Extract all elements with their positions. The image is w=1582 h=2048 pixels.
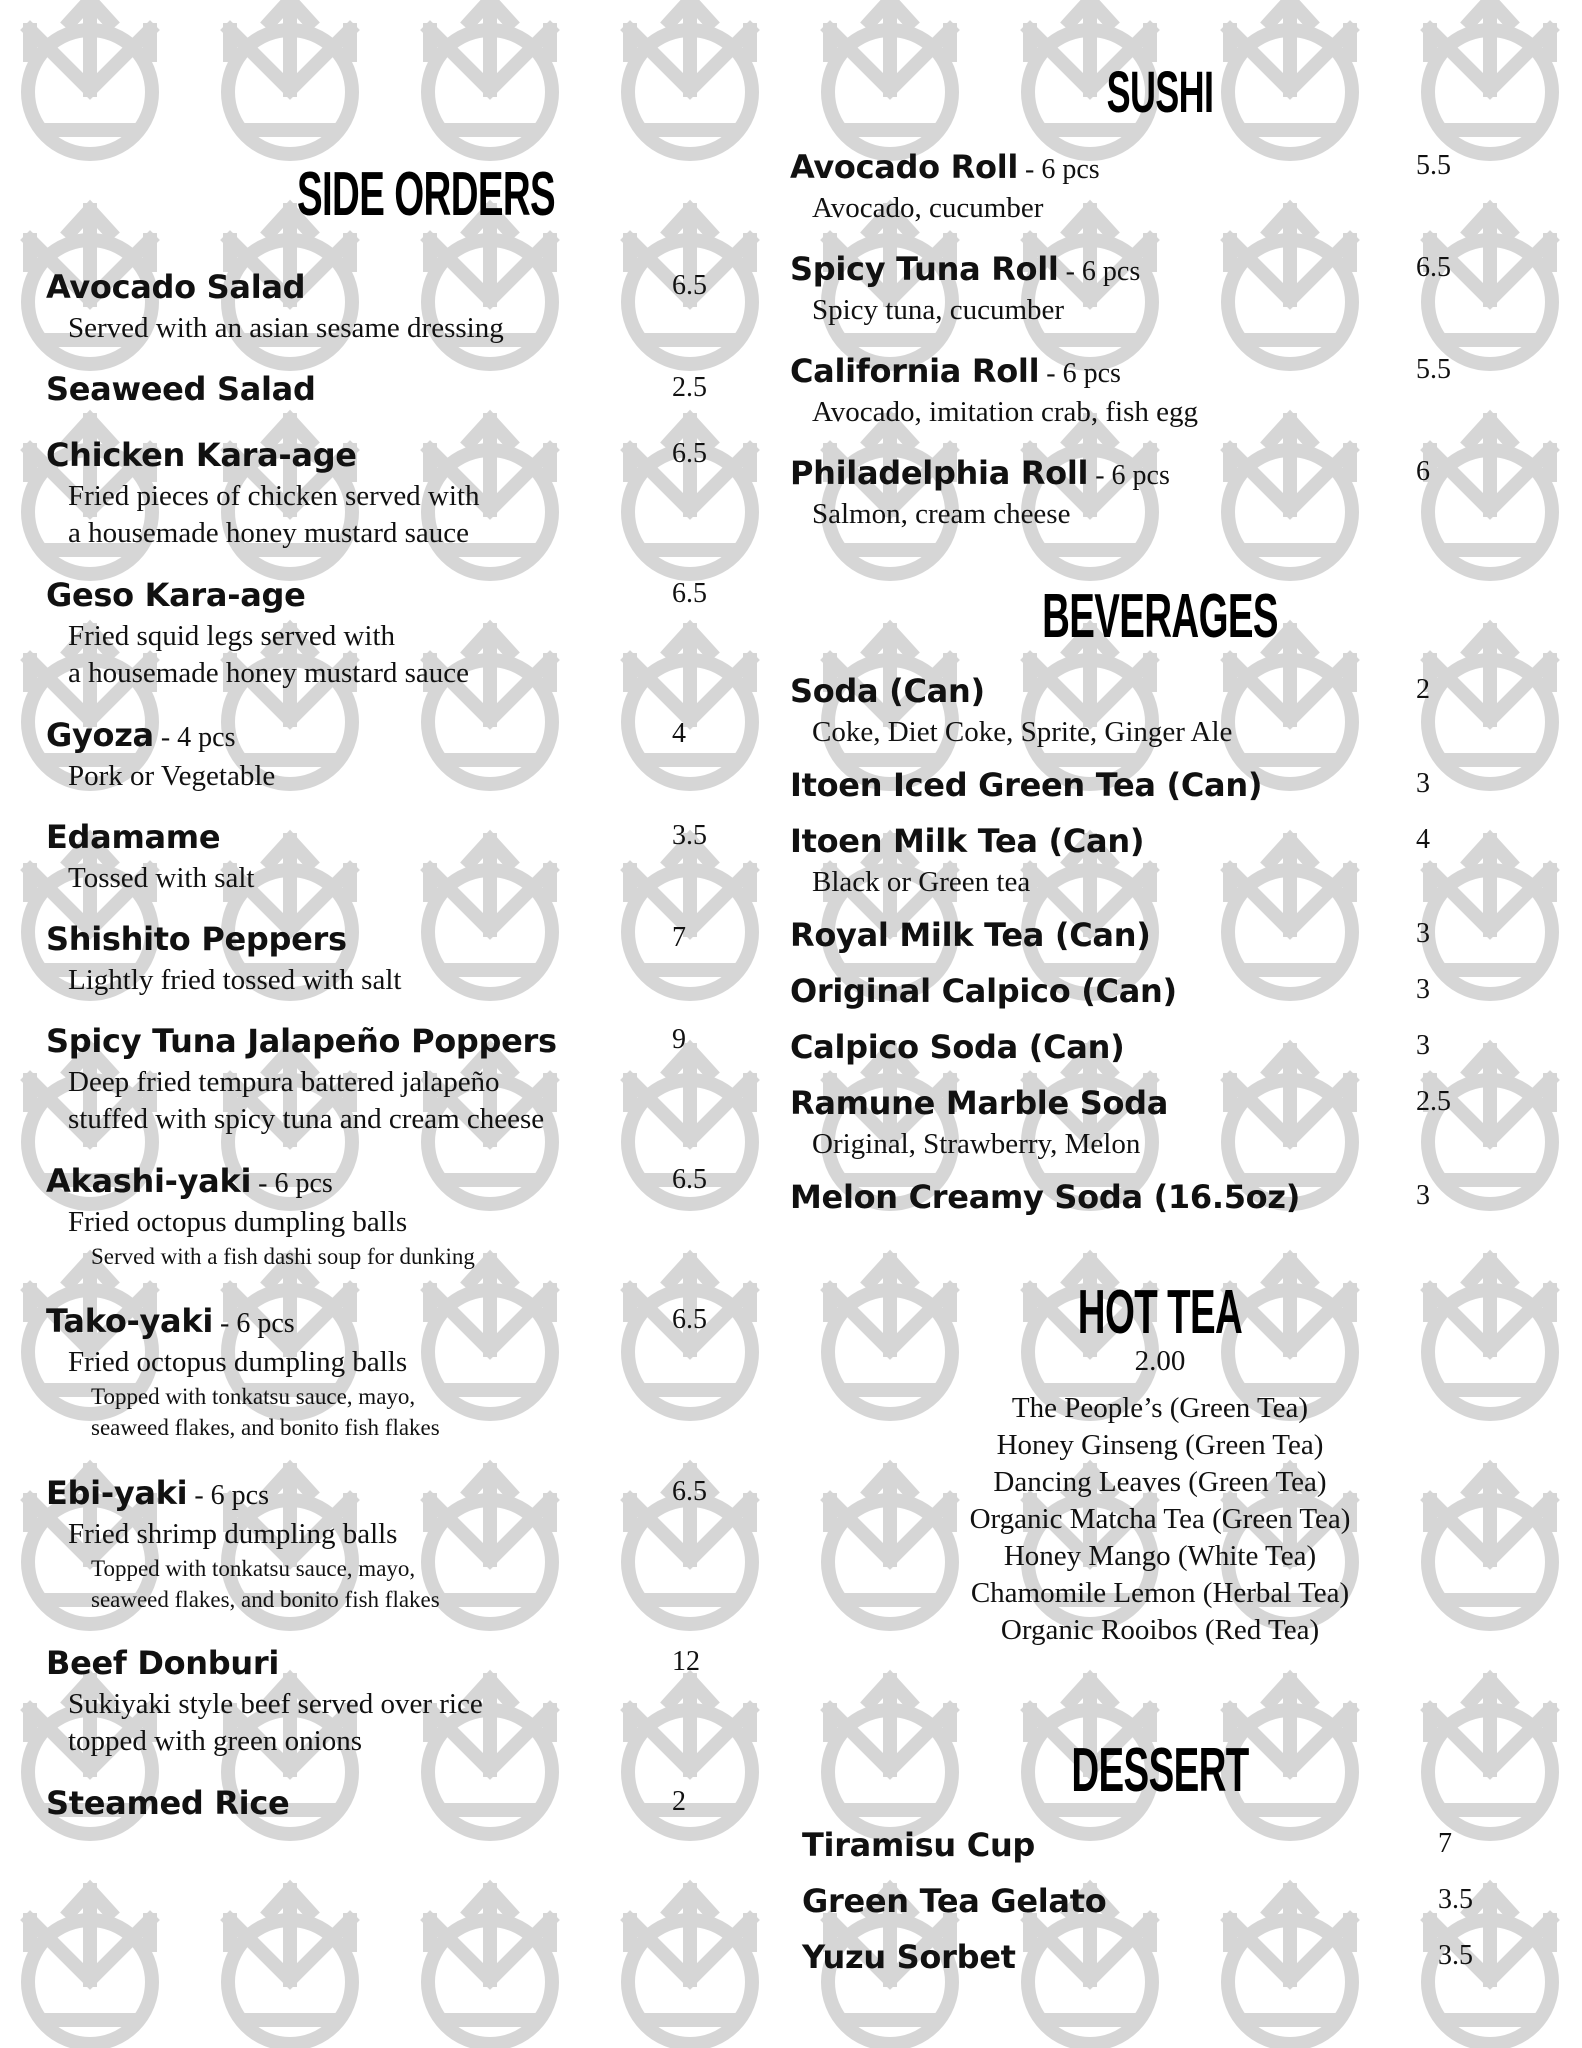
menu-item-header xyxy=(790,1178,1470,1220)
menu-item-name: Spicy Tuna Roll xyxy=(790,250,1059,288)
menu-item-description: Fried shrimp dumpling balls xyxy=(68,1518,398,1550)
side-orders-item-steamed-rice xyxy=(46,1784,726,1826)
menu-item-name: Shishito Peppers xyxy=(46,920,347,958)
menu-item-header xyxy=(46,1022,726,1064)
menu-item-header xyxy=(46,1644,726,1686)
menu-item-note: seaweed flakes, and bonito fish flakes xyxy=(91,1415,440,1440)
menu-item-name: Yuzu Sorbet xyxy=(802,1938,1016,1976)
menu-item-price: 9 xyxy=(672,1024,686,1055)
dessert-item-yuzu-sorbet xyxy=(802,1938,1482,1980)
beverages-item-ramune-marble-soda xyxy=(790,1084,1470,1163)
menu-item-description: Deep fried tempura battered jalapeño xyxy=(68,1066,500,1098)
menu-item-price: 5.5 xyxy=(1416,354,1451,385)
menu-item-price: 3 xyxy=(1416,974,1430,1005)
menu-item-description: Lightly fried tossed with salt xyxy=(68,964,402,996)
menu-item-price: 2 xyxy=(1416,674,1430,705)
menu-item-quantity: - 6 pcs xyxy=(1058,256,1141,287)
menu-item-price: 4 xyxy=(1416,824,1430,855)
menu-item-price: 2.5 xyxy=(1416,1086,1451,1117)
menu-item-header xyxy=(802,1826,1482,1868)
menu-item-header xyxy=(790,972,1470,1014)
side-orders-item-tako-yaki xyxy=(46,1302,726,1443)
menu-item-quantity: - 6 pcs xyxy=(1039,358,1121,389)
menu-item-note: Served with a fish dashi soup for dunking xyxy=(91,1244,475,1269)
hot-tea-item: Honey Ginseng (Green Tea) xyxy=(996,1429,1324,1461)
side-orders-item-ebi-yaki xyxy=(46,1474,726,1615)
menu-item-header xyxy=(46,920,726,962)
beverages-item-itoen-iced-green-tea-can xyxy=(790,766,1470,808)
side-orders-item-shishito-peppers xyxy=(46,920,726,999)
menu-item-name: Tako-yaki xyxy=(46,1302,213,1340)
menu-item-description: Salmon, cream cheese xyxy=(812,498,1071,530)
side-orders-item-spicy-tuna-jalape-o-poppers xyxy=(46,1022,726,1138)
menu-item-price: 6 xyxy=(1416,456,1430,487)
menu-item-quantity: - 6 pcs xyxy=(1018,154,1100,185)
menu-item-price: 7 xyxy=(1438,1828,1452,1859)
menu-item-name: Green Tea Gelato xyxy=(802,1882,1107,1920)
menu-item-price: 2.5 xyxy=(672,372,707,403)
menu-item-header xyxy=(46,268,726,310)
menu-item-price: 3 xyxy=(1416,918,1430,949)
menu-item-name: Beef Donburi xyxy=(46,1644,280,1682)
menu-item-name: Spicy Tuna Jalapeño Poppers xyxy=(46,1022,557,1060)
menu-item-header xyxy=(46,1784,726,1826)
menu-item-description: Avocado, cucumber xyxy=(812,192,1044,224)
side-orders-item-geso-kara-age xyxy=(46,576,726,692)
menu-item-price: 3.5 xyxy=(672,820,707,851)
menu-item-price: 5.5 xyxy=(1416,150,1451,181)
menu-item-description: Spicy tuna, cucumber xyxy=(812,294,1065,326)
sushi-item-avocado-roll xyxy=(790,148,1470,227)
menu-item-header xyxy=(790,148,1470,190)
menu-item-description: Served with an asian sesame dressing xyxy=(68,312,504,344)
menu-item-price: 6.5 xyxy=(672,1304,707,1335)
menu-item-price: 3 xyxy=(1416,768,1430,799)
menu-item-quantity: - 6 pcs xyxy=(1088,460,1170,491)
menu-item-description: Fried pieces of chicken served with xyxy=(68,480,480,512)
side-orders-item-seaweed-salad xyxy=(46,370,726,412)
menu-item-description: Original, Strawberry, Melon xyxy=(812,1128,1141,1160)
sushi-item-spicy-tuna-roll xyxy=(790,250,1470,329)
side-orders-item-gyoza xyxy=(46,716,726,795)
beverages-item-itoen-milk-tea-can xyxy=(790,822,1470,901)
menu-item-quantity: - 6 pcs xyxy=(187,1480,269,1511)
dessert-item-green-tea-gelato xyxy=(802,1882,1482,1924)
menu-item-description: Pork or Vegetable xyxy=(68,760,276,792)
side-orders-item-chicken-kara-age xyxy=(46,436,726,552)
menu-item-header xyxy=(790,1084,1470,1126)
menu-item-price: 4 xyxy=(672,718,686,749)
hot-tea-price: 2.00 xyxy=(1134,1345,1186,1377)
menu-item-price: 6.5 xyxy=(672,1476,707,1507)
menu-item-header xyxy=(790,766,1470,808)
menu-item-quantity: - 6 pcs xyxy=(213,1308,295,1339)
menu-item-name: California Roll xyxy=(790,352,1040,390)
menu-item-price: 7 xyxy=(672,922,686,953)
menu-item-note: Topped with tonkatsu sauce, mayo, xyxy=(91,1556,416,1581)
hot-tea-item: Organic Rooibos (Red Tea) xyxy=(1000,1614,1320,1646)
menu-item-header xyxy=(790,352,1470,394)
dessert-item-tiramisu-cup xyxy=(802,1826,1482,1868)
menu-item-header xyxy=(790,916,1470,958)
menu-item-header xyxy=(46,1474,726,1516)
menu-item-name: Chicken Kara-age xyxy=(46,436,357,474)
menu-item-note: Topped with tonkatsu sauce, mayo, xyxy=(91,1384,416,1409)
menu-item-header xyxy=(790,1028,1470,1070)
menu-item-name: Avocado Salad xyxy=(46,268,306,306)
menu-item-header xyxy=(790,454,1470,496)
menu-item-description: topped with green onions xyxy=(68,1725,362,1757)
side-orders-item-beef-donburi xyxy=(46,1644,726,1760)
menu-item-name: Geso Kara-age xyxy=(46,576,306,614)
menu-item-name: Akashi-yaki xyxy=(46,1162,252,1200)
menu-item-header xyxy=(46,370,726,412)
sushi-item-philadelphia-roll xyxy=(790,454,1470,533)
beverages-item-original-calpico-can xyxy=(790,972,1470,1014)
menu-item-header xyxy=(46,1302,726,1344)
menu-item-price: 2 xyxy=(672,1786,686,1817)
sushi-item-california-roll xyxy=(790,352,1470,431)
menu-item-quantity: - 6 pcs xyxy=(251,1168,333,1199)
menu-item-description: Tossed with salt xyxy=(68,862,255,894)
menu-item-name: Edamame xyxy=(46,818,221,856)
menu-item-price: 6.5 xyxy=(672,270,707,301)
side-orders-item-akashi-yaki xyxy=(46,1162,726,1272)
side-orders-item-avocado-salad xyxy=(46,268,726,347)
menu-item-header xyxy=(46,576,726,618)
menu-item-price: 6.5 xyxy=(1416,252,1451,283)
beverages-item-royal-milk-tea-can xyxy=(790,916,1470,958)
menu-item-description: a housemade honey mustard sauce xyxy=(68,517,470,549)
side-orders-item-edamame xyxy=(46,818,726,897)
menu-item-name: Royal Milk Tea (Can) xyxy=(790,916,1151,954)
menu-item-description: Avocado, imitation crab, fish egg xyxy=(812,396,1199,428)
dessert-title: DESSERT xyxy=(1071,1736,1249,1805)
hot-tea-item: Chamomile Lemon (Herbal Tea) xyxy=(970,1577,1350,1609)
menu-item-name: Original Calpico (Can) xyxy=(790,972,1177,1010)
menu-item-name: Seaweed Salad xyxy=(46,370,316,408)
menu-item-description: stuffed with spicy tuna and cream cheese xyxy=(68,1103,545,1135)
menu-item-name: Philadelphia Roll xyxy=(790,454,1089,492)
hot-tea-item: Dancing Leaves (Green Tea) xyxy=(993,1466,1327,1498)
menu-item-description: Coke, Diet Coke, Sprite, Ginger Ale xyxy=(812,716,1233,748)
menu-item-name: Itoen Milk Tea (Can) xyxy=(790,822,1145,860)
menu-item-price: 3 xyxy=(1416,1180,1430,1211)
menu-item-name: Avocado Roll xyxy=(790,148,1019,186)
menu-item-price: 3.5 xyxy=(1438,1884,1473,1915)
side-orders-title: SIDE ORDERS xyxy=(296,160,556,229)
hot-tea-item: Honey Mango (White Tea) xyxy=(1003,1540,1317,1572)
menu-item-header xyxy=(46,818,726,860)
beverages-item-soda-can xyxy=(790,672,1470,751)
menu-item-name: Calpico Soda (Can) xyxy=(790,1028,1125,1066)
beverages-item-melon-creamy-soda-16-5oz xyxy=(790,1178,1470,1220)
sushi-title: SUSHI xyxy=(1106,60,1214,125)
menu-item-header xyxy=(802,1882,1482,1924)
menu-item-description: Black or Green tea xyxy=(812,866,1031,898)
beverages-title: BEVERAGES xyxy=(1042,582,1278,651)
menu-item-name: Ramune Marble Soda xyxy=(790,1084,1169,1122)
hot-tea-item: Organic Matcha Tea (Green Tea) xyxy=(969,1503,1351,1535)
menu-item-name: Steamed Rice xyxy=(46,1784,290,1822)
menu-item-price: 6.5 xyxy=(672,1164,707,1195)
menu-item-description: a housemade honey mustard sauce xyxy=(68,657,470,689)
menu-item-name: Tiramisu Cup xyxy=(802,1826,1036,1864)
menu-item-name: Soda (Can) xyxy=(790,672,985,710)
menu-item-name: Gyoza xyxy=(46,716,154,754)
menu-item-header xyxy=(46,716,726,758)
hot-tea-list xyxy=(790,1390,1530,1649)
menu-item-header xyxy=(802,1938,1482,1980)
menu-item-price: 3.5 xyxy=(1438,1940,1473,1971)
menu-item-description: Fried octopus dumpling balls xyxy=(68,1206,408,1238)
menu-item-note: seaweed flakes, and bonito fish flakes xyxy=(91,1587,440,1612)
menu-item-header xyxy=(46,436,726,478)
menu-item-header xyxy=(790,822,1470,864)
menu-item-name: Itoen Iced Green Tea (Can) xyxy=(790,766,1263,804)
hot-tea-section xyxy=(790,1278,1530,1649)
menu-item-description: Fried squid legs served with xyxy=(68,620,396,652)
menu-item-description: Fried octopus dumpling balls xyxy=(68,1346,408,1378)
menu-item-price: 6.5 xyxy=(672,438,707,469)
menu-item-price: 6.5 xyxy=(672,578,707,609)
beverages-item-calpico-soda-can xyxy=(790,1028,1470,1070)
menu-item-quantity: - 4 pcs xyxy=(153,722,236,753)
menu-item-description: Sukiyaki style beef served over rice xyxy=(68,1688,483,1720)
menu-item-name: Ebi-yaki xyxy=(46,1474,188,1512)
menu-item-header xyxy=(790,672,1470,714)
menu-item-name: Melon Creamy Soda (16.5oz) xyxy=(790,1178,1301,1216)
menu-item-header xyxy=(46,1162,726,1204)
hot-tea-title: HOT TEA xyxy=(1077,1278,1243,1347)
menu-item-price: 12 xyxy=(672,1646,700,1677)
menu-item-price: 3 xyxy=(1416,1030,1430,1061)
hot-tea-item: The People’s (Green Tea) xyxy=(1011,1392,1309,1424)
menu-item-header xyxy=(790,250,1470,292)
